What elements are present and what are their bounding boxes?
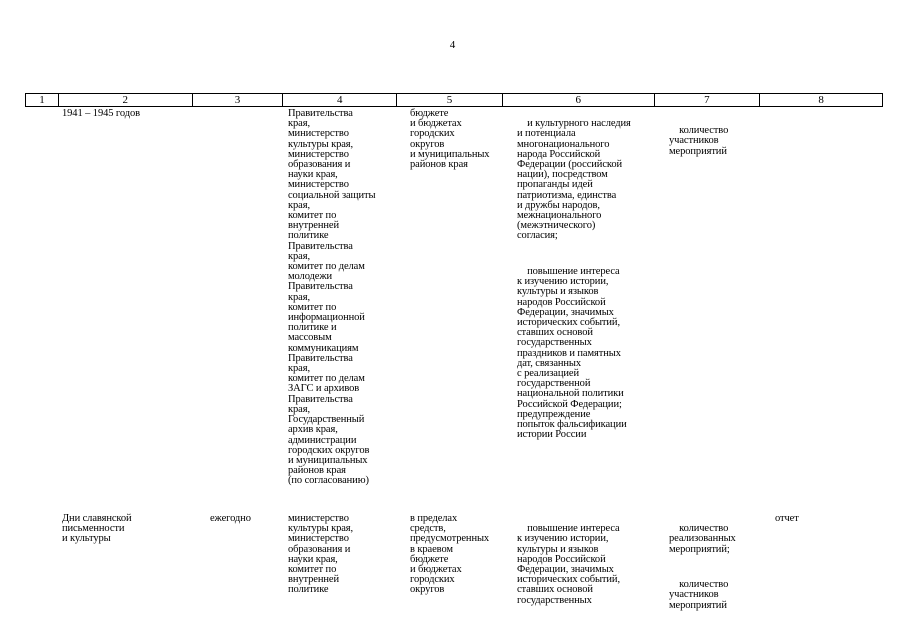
column-header-2: 2 bbox=[59, 94, 193, 106]
indicator-part-1: количество реализованных мероприятий; bbox=[669, 523, 736, 555]
spacer bbox=[669, 565, 736, 570]
indicators-cell bbox=[669, 514, 736, 621]
executors-cell: Правительства края, министерство культуры края, министерство образования и науки края, министерство социальной защиты края, комитет по внутренней политике Правительства края, комитет по делам молодежи Правительства края, комитет по информационной политике и массовым коммуникациям Правительства края, комитет по делам ЗАГС и архивов Правительства края, Государственный архив края, администрации городских округов и муниципальных районов края (по согласованию) bbox=[288, 108, 376, 487]
column-header-3: 3 bbox=[193, 94, 284, 106]
column-header-6: 6 bbox=[503, 94, 655, 106]
expected-results-cell bbox=[517, 109, 631, 451]
period-cell: ежегодно bbox=[210, 513, 251, 524]
column-header-5: 5 bbox=[397, 94, 503, 106]
column-header-8: 8 bbox=[818, 94, 824, 106]
expected-results-cell bbox=[517, 514, 620, 616]
expected-result-part-2: повышение интереса к изучению истории, культуры и языков народов Российской Федерации, значимых исторических событий, ставших основой государственных праздников и памятных дат, связанных с реализацией государственной национальной политики Российской Федерации; предупреждение попыток фальсификации истории России bbox=[517, 266, 627, 441]
column-header-7: 7 bbox=[655, 94, 761, 106]
indicators-cell bbox=[669, 116, 728, 167]
column-header-4: 4 bbox=[283, 94, 397, 106]
funding-cell: в пределах средств, предусмотренных в краевом бюджете и бюджетах городских округов bbox=[410, 513, 490, 596]
executors-cell: министерство культуры края, министерство образования и науки края, комитет по внутренней политике bbox=[288, 513, 354, 596]
spacer bbox=[517, 252, 631, 257]
funding-cell: бюджете и бюджетах городских округов и муниципальных районов края bbox=[410, 108, 490, 171]
event-name-cell: Дни славянской письменности и культуры bbox=[62, 513, 132, 545]
indicator-part-2: количество участников мероприятий bbox=[669, 579, 729, 611]
expected-result-part-1: повышение интереса к изучению истории, культуры и языков народов Российской Федерации, значимых исторических событий, ставших основой государственных bbox=[517, 523, 620, 606]
expected-result-part-1: и культурного наследия и потенциала многонационального народа Российской Федерации (российской нации), посредством пропаганды идей патриотизма, единства и дружбы народов, межнационального (межэтнического) согласия; bbox=[517, 118, 631, 242]
page-number: 4 bbox=[449, 39, 456, 51]
indicator-part-1: количество участников мероприятий bbox=[669, 125, 729, 157]
event-name-cell: 1941 – 1945 годов bbox=[62, 108, 140, 119]
column-header-1: 1 bbox=[26, 94, 59, 106]
table-header-row bbox=[25, 93, 883, 107]
reporting-cell: отчет bbox=[775, 513, 799, 524]
